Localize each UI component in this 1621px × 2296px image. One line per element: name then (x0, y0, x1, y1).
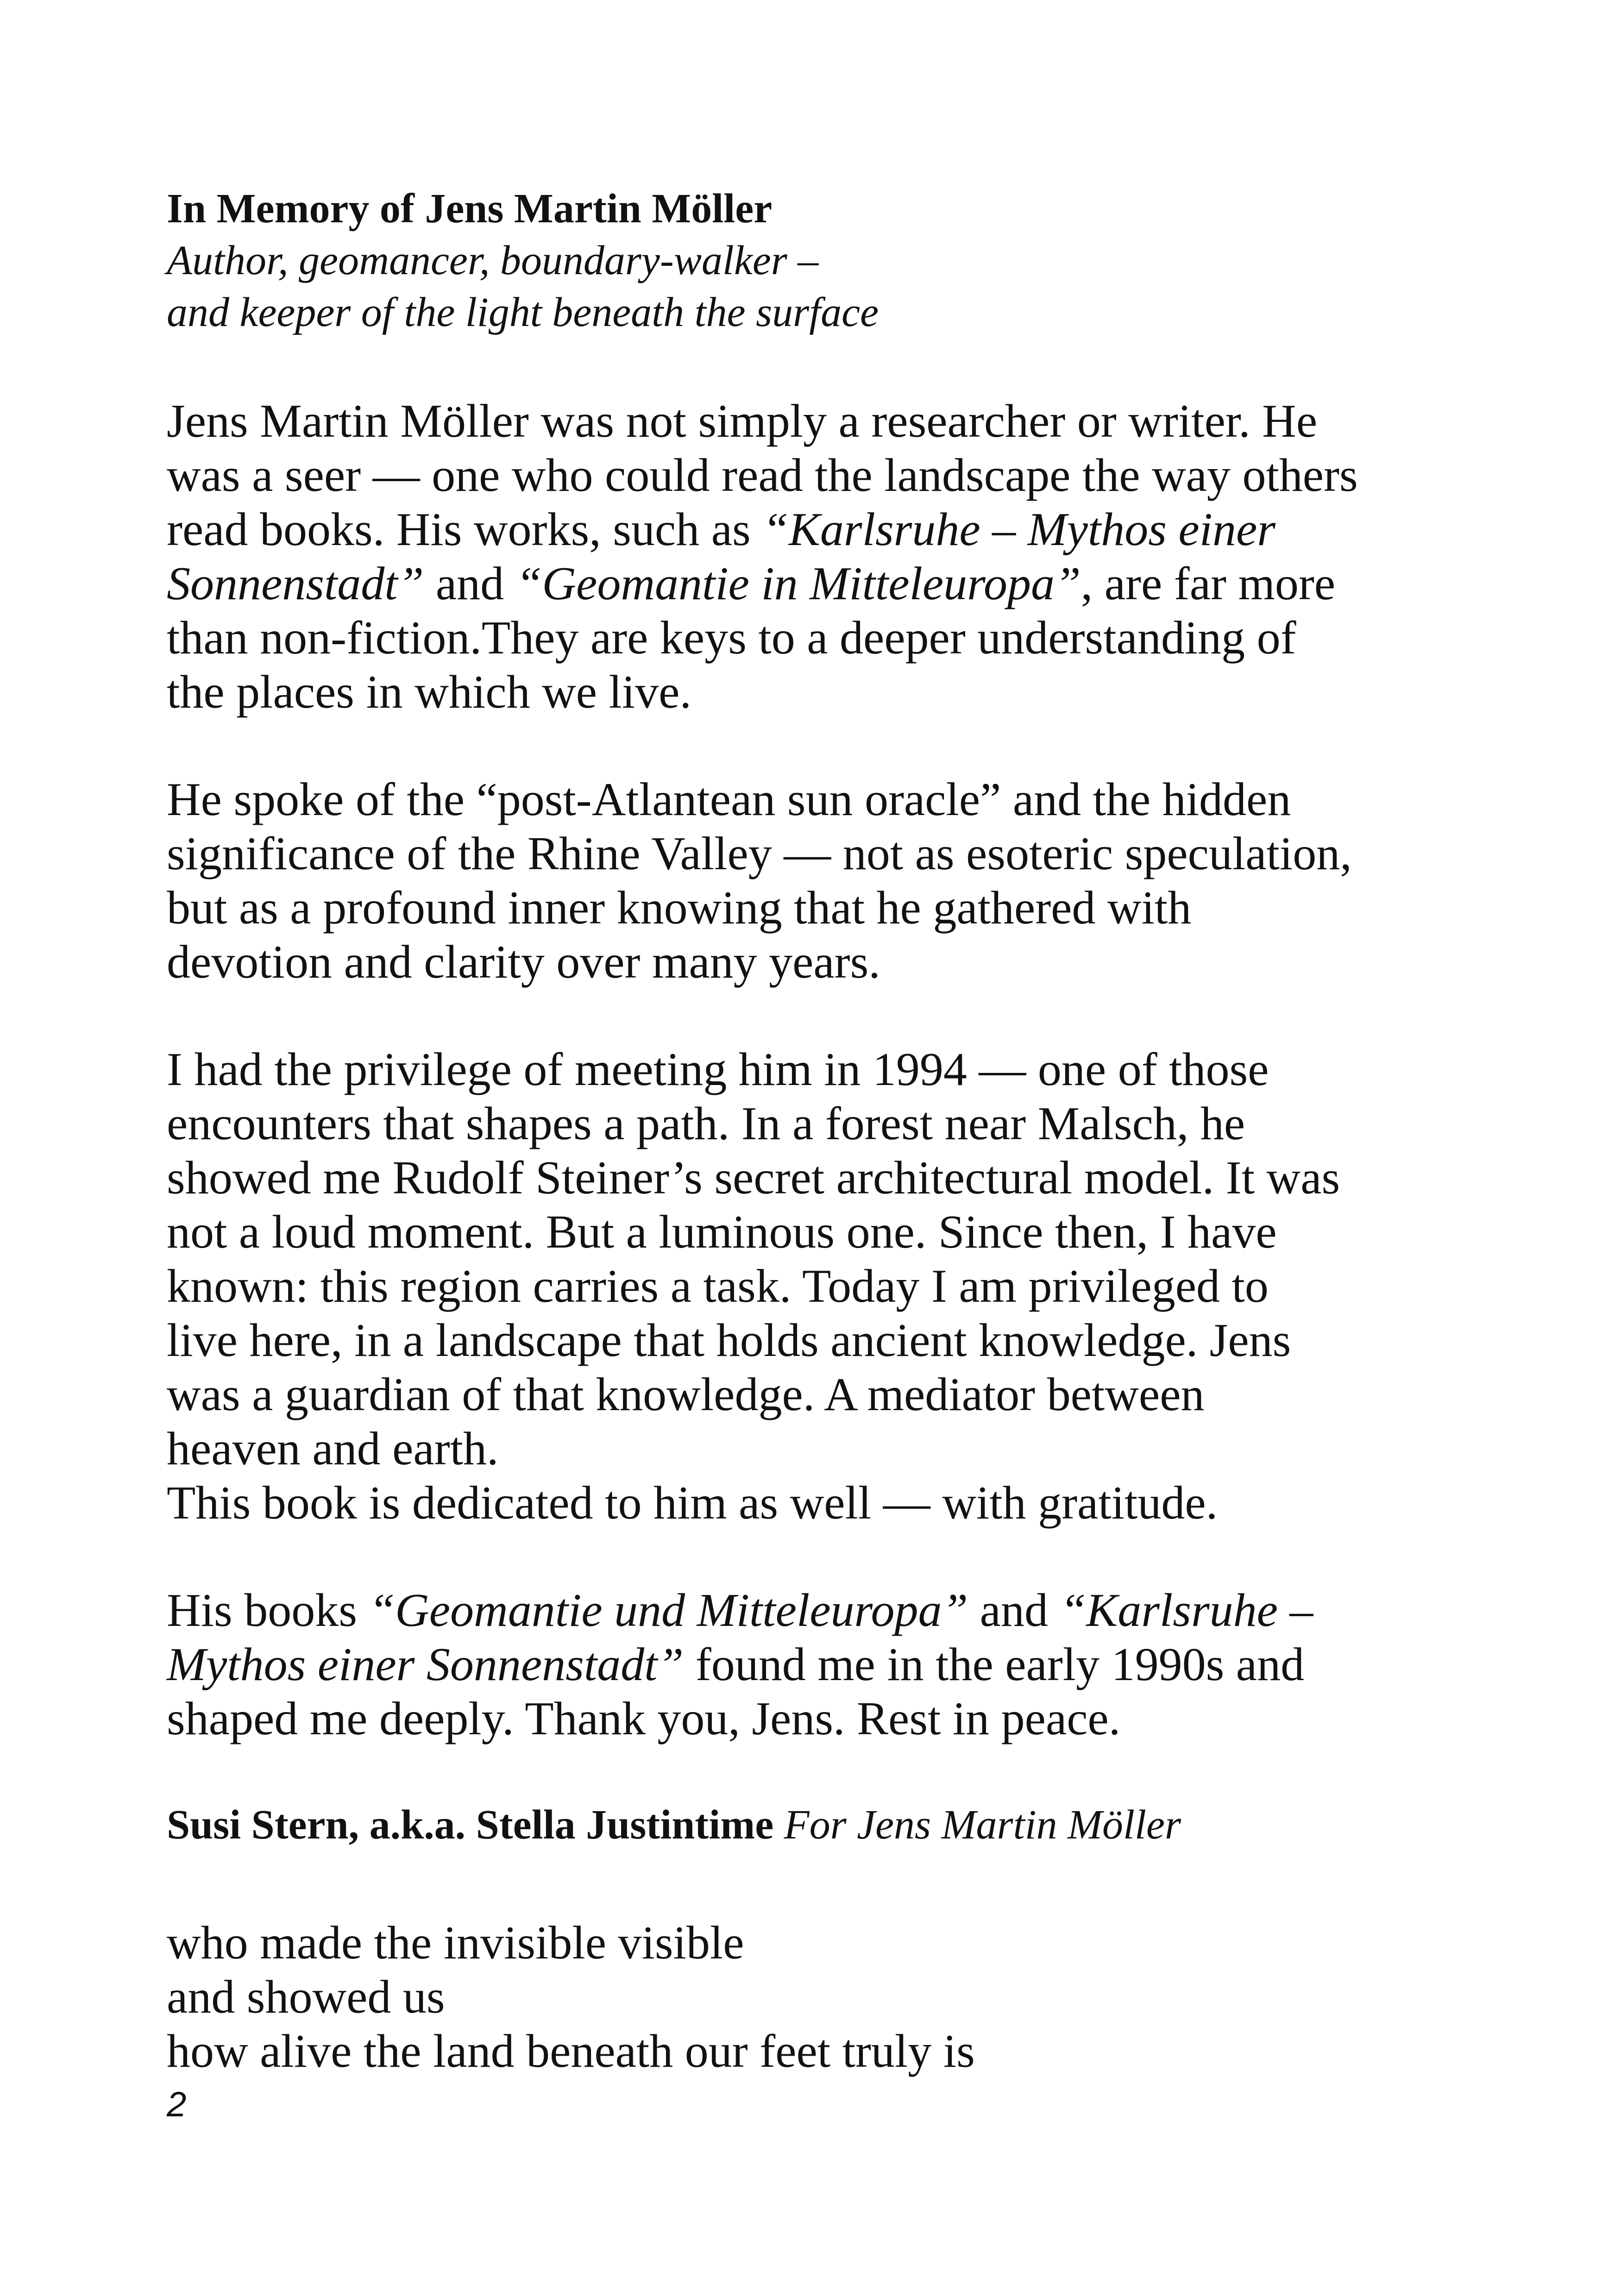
text-line: was a seer — one who could read the landscape the way others (167, 449, 1358, 502)
text-line: live here, in a landscape that holds ancient knowledge. Jens (167, 1314, 1291, 1367)
text-run: , are far more (1081, 558, 1336, 610)
poem (167, 1916, 1510, 2078)
text-line: showed me Rudolf Steiner’s secret architectural model. It was (167, 1152, 1340, 1204)
paragraph-biography (167, 394, 1510, 719)
text-line: was a guardian of that knowledge. A mediator between (167, 1368, 1205, 1421)
text-run: and (424, 558, 516, 610)
memorial-subtitle (167, 235, 1510, 339)
text-line (167, 1637, 1510, 1692)
text-line: devotion and clarity over many years. (167, 936, 880, 988)
memorial-title: In Memory of Jens Martin Möller (167, 186, 773, 232)
text-line: encounters that shapes a path. In a forest near Malsch, he (167, 1098, 1245, 1150)
text-line: but as a profound inner knowing that he gathered with (167, 882, 1192, 934)
book-title: “Geomantie und Mitteleuropa” (369, 1584, 968, 1637)
book-title: Sonnenstadt” (167, 558, 424, 610)
text-line: This book is dedicated to him as well — with gratitude. (167, 1477, 1218, 1529)
text-line: than non-fiction.They are keys to a deeper understanding of (167, 612, 1296, 664)
text-line (167, 557, 1510, 611)
signature-name: Susi Stern, a.k.a. Stella Justintime (167, 1802, 774, 1848)
book-title: “Geomantie in Mitteleuropa” (515, 558, 1081, 610)
poem-line: who made the invisible visible (167, 1917, 744, 1969)
text-line: heaven and earth. (167, 1423, 499, 1475)
page-content (167, 183, 1510, 2078)
text-line: not a loud moment. But a luminous one. Since then, I have (167, 1206, 1277, 1258)
text-run: His books (167, 1584, 369, 1637)
paragraph-meeting (167, 1042, 1510, 1530)
text-line: I had the privilege of meeting him in 1994 — one of those (167, 1043, 1269, 1096)
page-number: 2 (167, 2085, 187, 2124)
text-line: the places in which we live. (167, 666, 691, 718)
text-line: He spoke of the “post-Atlantean sun oracle” and the hidden (167, 773, 1291, 826)
text-run: and (968, 1584, 1060, 1637)
text-line (167, 1583, 1510, 1637)
signature-dedication: For Jens Martin Möller (784, 1802, 1181, 1848)
subtitle-line: and keeper of the light beneath the surface (167, 289, 879, 335)
poem-line: how alive the land beneath our feet truly is (167, 2025, 975, 2077)
signature-block (167, 1799, 1510, 1851)
book-title: “Karlsruhe – Mythos einer (762, 503, 1275, 556)
paragraph-oracle (167, 772, 1510, 989)
text-line: Jens Martin Möller was not simply a researcher or writer. He (167, 395, 1318, 447)
text-line: known: this region carries a task. Today I am privileged to (167, 1260, 1269, 1312)
poem-line: and showed us (167, 1971, 445, 2023)
text-run: found me in the early 1990s and (684, 1638, 1305, 1691)
book-title: “Karlsruhe – (1060, 1584, 1313, 1637)
paragraph-books (167, 1583, 1510, 1746)
title-block (167, 183, 1510, 339)
text-run: read books. His works, such as (167, 503, 763, 556)
book-title: Mythos einer Sonnenstadt” (167, 1638, 684, 1691)
text-line: shaped me deeply. Thank you, Jens. Rest in peace. (167, 1693, 1121, 1745)
text-line: significance of the Rhine Valley — not as esoteric speculation, (167, 828, 1352, 880)
subtitle-line: Author, geomancer, boundary-walker – (167, 238, 819, 283)
text-line (167, 502, 1510, 557)
